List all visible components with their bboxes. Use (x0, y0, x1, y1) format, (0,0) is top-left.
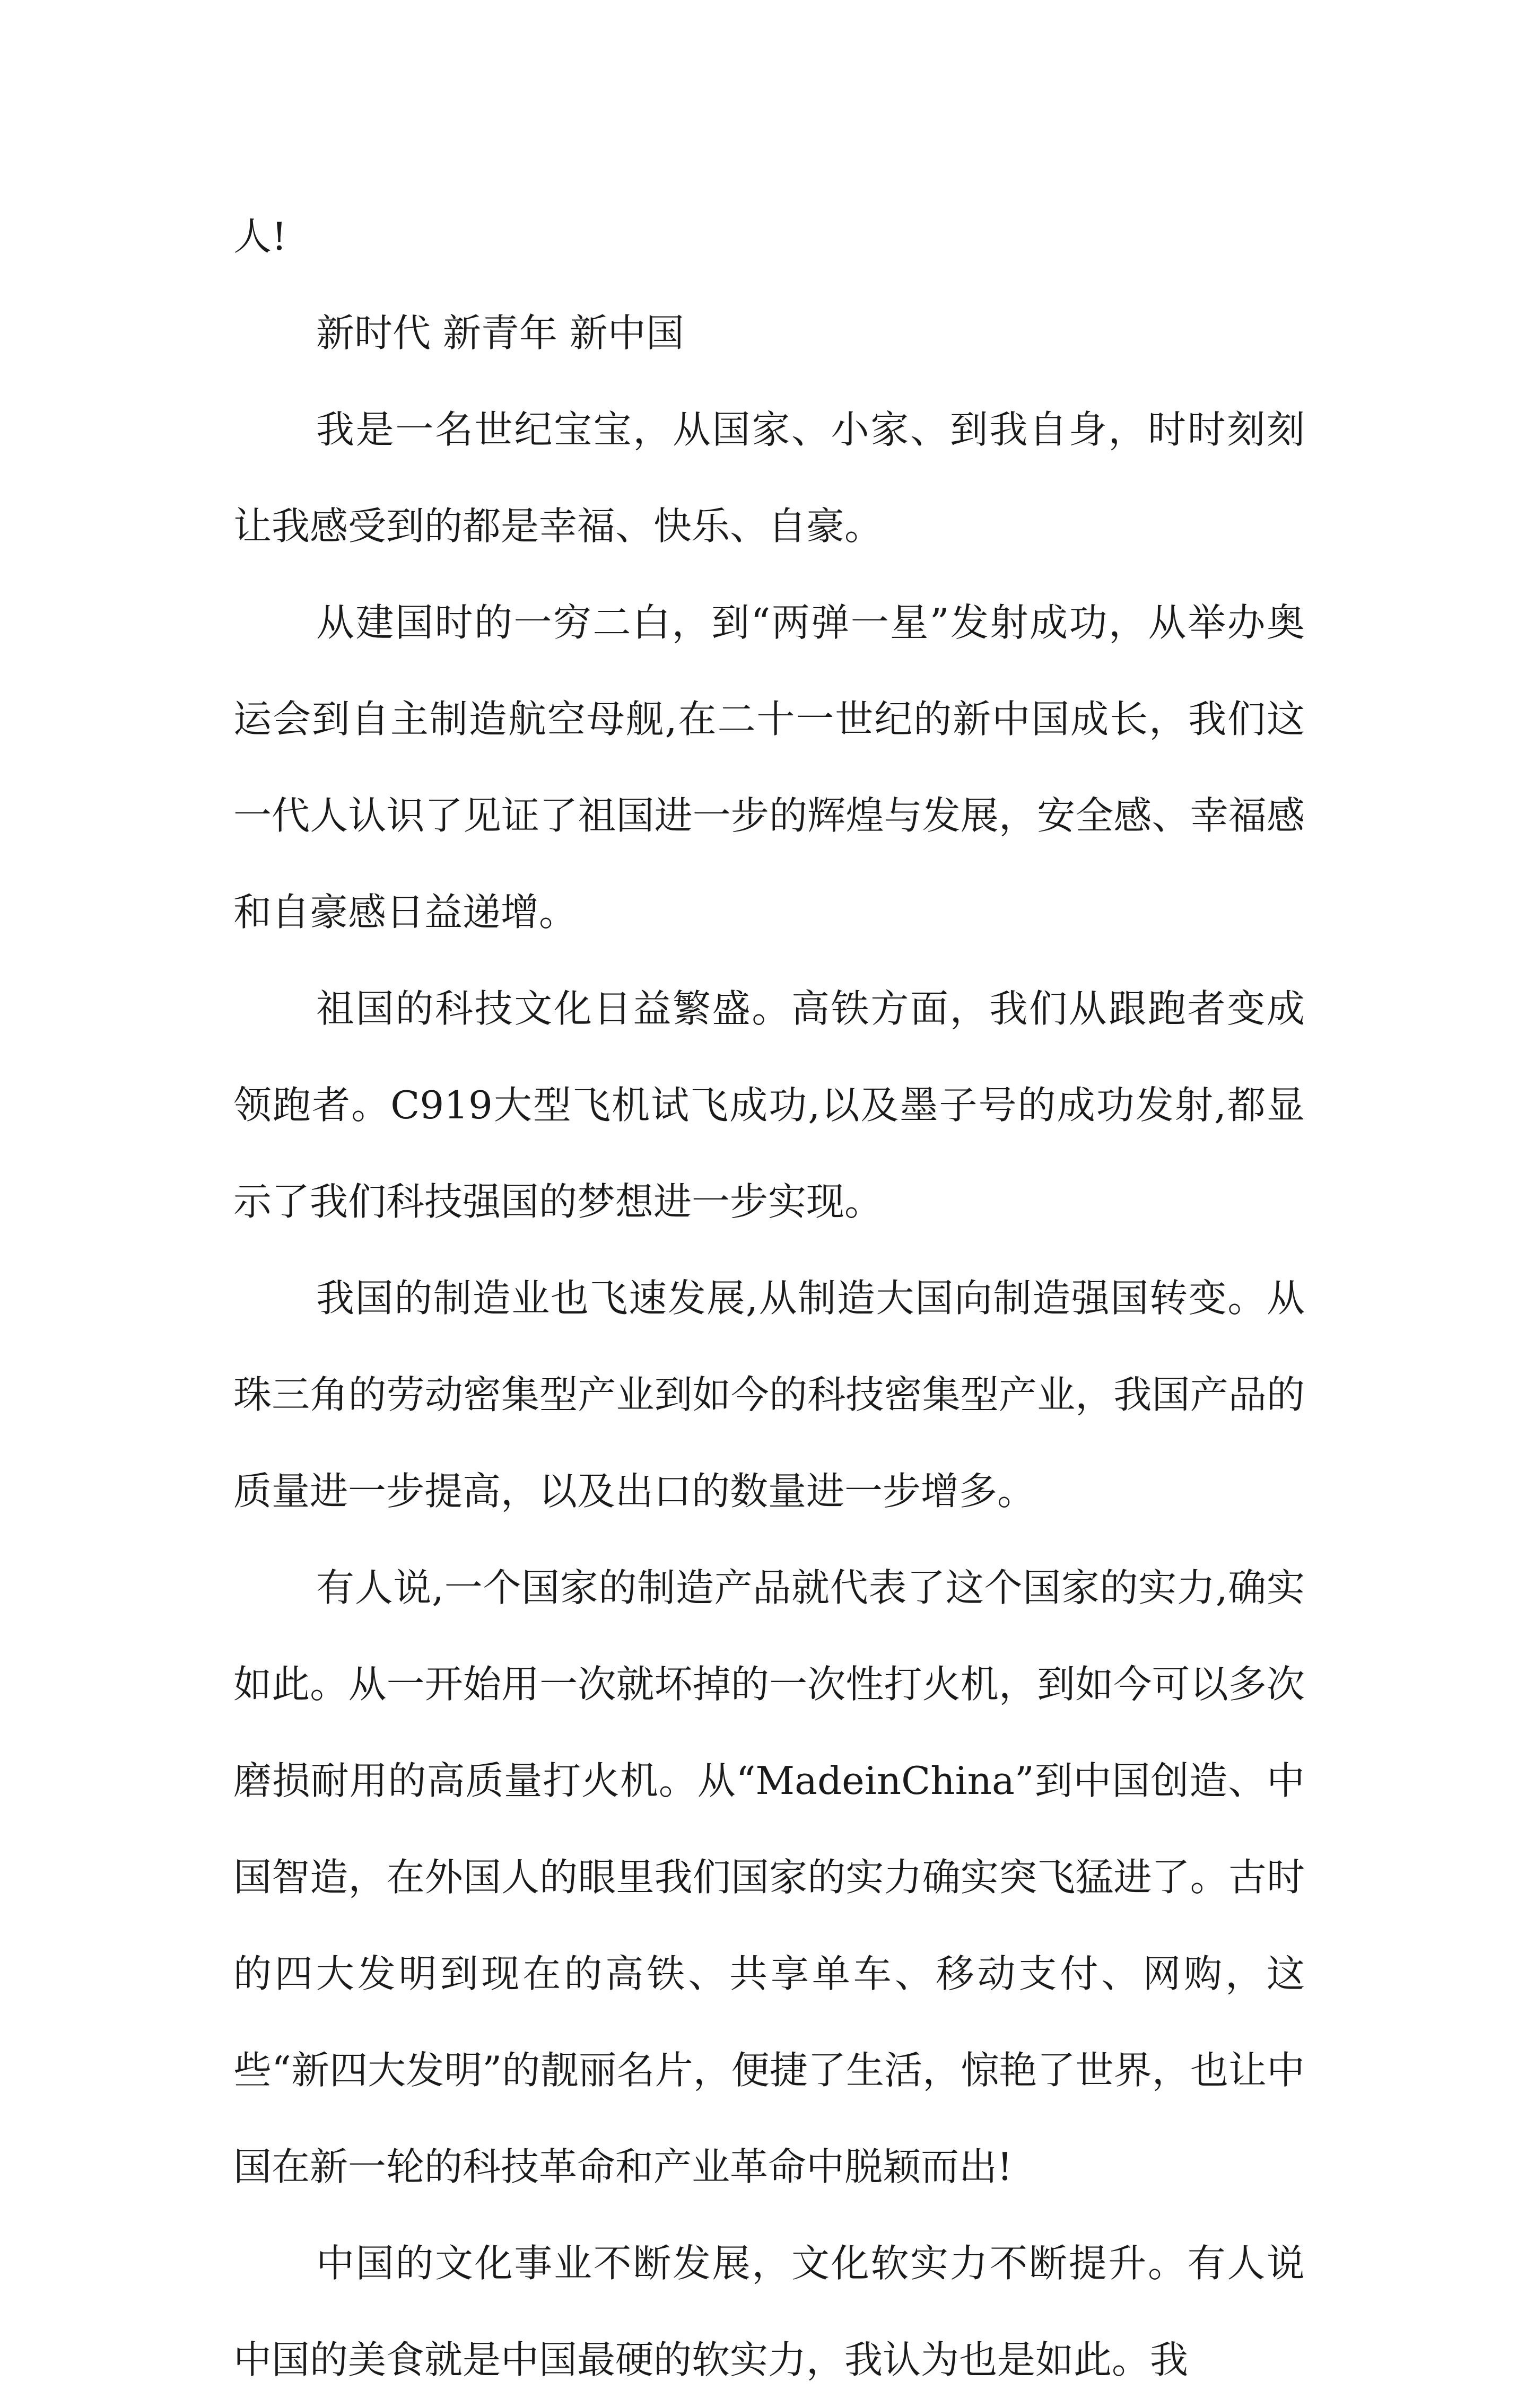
paragraph: 从建国时的一穷二白，到“两弹一星”发射成功，从举办奥运会到自主制造航空母舰,在二十一世纪的新中国成长，我们这一代人认识了见证了祖国进一步的辉煌与发展，安全感、幸福感和自豪感日益递增。 (233, 600, 1305, 934)
paragraph-continuation: 人! (233, 214, 287, 259)
paragraph: 我是一名世纪宝宝，从国家、小家、到我自身，时时刻刻让我感受到的都是幸福、快乐、自豪。 (233, 407, 1305, 548)
paragraph: 中国的文化事业不断发展，文化软实力不断提升。有人说中国的美食就是中国最硬的软实力，我认为也是如此。我 (233, 2241, 1305, 2382)
paragraph: 祖国的科技文化日益繁盛。高铁方面，我们从跟跑者变成领跑者。C919大型飞机试飞成功,以及墨子号的成功发射,都显示了我们科技强国的梦想进一步实现。 (233, 986, 1305, 1224)
document-body (233, 188, 1305, 2408)
paragraph: 有人说,一个国家的制造产品就代表了这个国家的实力,确实如此。从一开始用一次就坏掉的一次性打火机，到如今可以多次磨损耐用的高质量打火机。从“MadeinChina”到中国创造、中国智造，在外国人的眼里我们国家的实力确实突飞猛进了。古时的四大发明到现在的高铁、共享单车、移动支付、网购，这些“新四大发明”的靓丽名片，便捷了生活，惊艳了世界，也让中国在新一轮的科技革命和产业革命中脱颖而出! (233, 1565, 1305, 2189)
paragraph: 我国的制造业也飞速发展,从制造大国向制造强国转变。从珠三角的劳动密集型产业到如今的科技密集型产业，我国产品的质量进一步提高，以及出口的数量进一步增多。 (233, 1276, 1305, 1513)
paragraph-heading: 新时代 新青年 新中国 (316, 311, 684, 355)
